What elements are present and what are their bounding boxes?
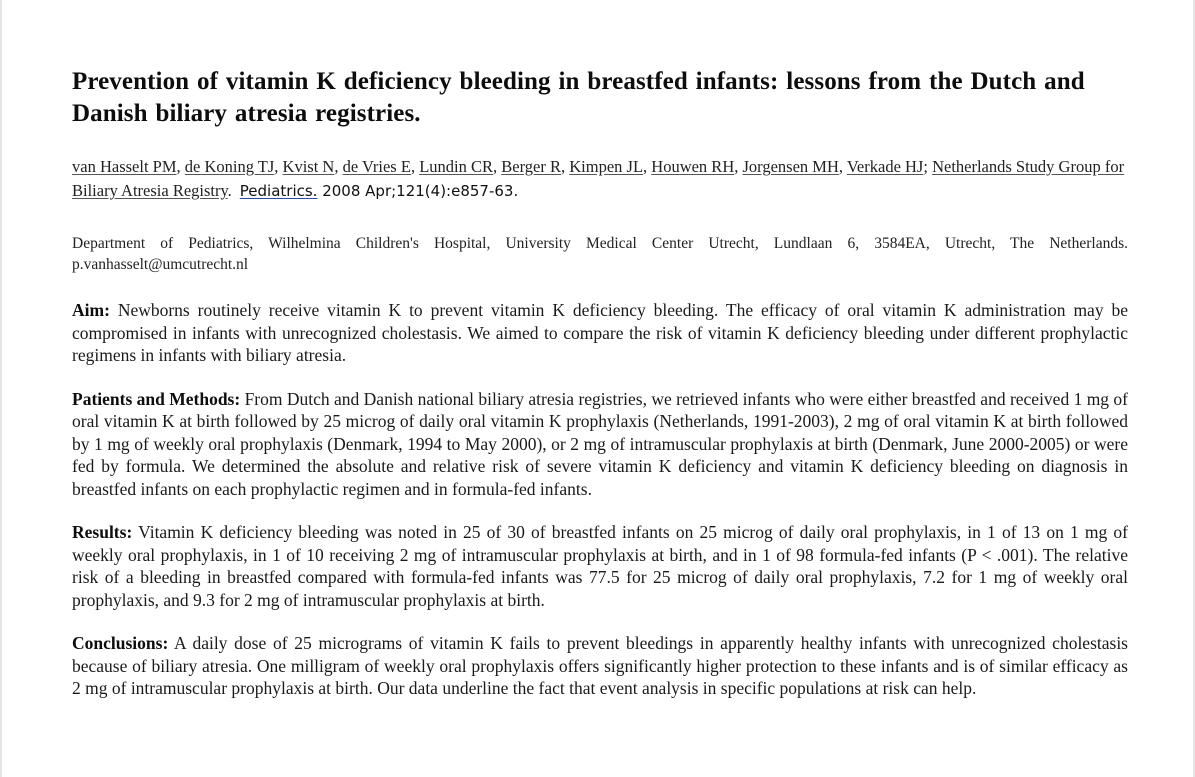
author-separator: , — [560, 157, 570, 176]
author-link[interactable]: Houwen RH — [651, 157, 735, 176]
author-link[interactable]: Kvist N — [282, 157, 335, 176]
affiliation: Department of Pediatrics, Wilhelmina Children's Hospital, University Medical Center Utrecht, Lundlaan 6, 3584EA, Utrecht, The Netherlands. p.vanhasselt@umcutrecht.nl — [72, 235, 1128, 273]
section-results — [72, 521, 1128, 611]
author-separator: ; — [923, 157, 933, 176]
author-separator: , — [176, 157, 185, 176]
author-separator: , — [334, 157, 343, 176]
section-conclusions — [72, 632, 1128, 700]
journal-link[interactable]: Pediatrics. — [239, 182, 318, 200]
section-text: Newborns routinely receive vitamin K to prevent vitamin K deficiency bleeding. The efficacy of oral vitamin K administration may be compromised in infants with unrecognized cholestasis. We aimed to compare the risk of vitamin K deficiency bleeding under different prophylactic regimens in infants with biliary atresia. — [72, 300, 1128, 365]
abstract-content — [72, 66, 1128, 700]
citation-details: 2008 Apr;121(4):e857-63. — [317, 182, 519, 200]
journal-citation — [240, 182, 518, 200]
section-label: Aim: — [72, 300, 110, 320]
section-label: Patients and Methods: — [72, 388, 241, 409]
author-separator: , — [493, 157, 502, 176]
section-text: From Dutch and Danish national biliary atresia registries, we retrieved infants who were either breastfed and received 1 mg of oral vitamin K at birth followed by 25 microg of daily oral vitamin K prophylaxis (Netherlands, 1991-2003), 2 mg of oral vitamin K at birth followed by 1 mg of weekly oral prophylaxis (Denmark, 1994 to May 2000), or 2 mg of intramuscular prophylaxis at birth (Denmark, June 2000-2005) or were fed by formula. We determined the absolute and relative risk of severe vitamin K deficiency and vitamin K deficiency bleeding on diagnosis in breastfed infants on each prophylactic regimen and in formula-fed infants. — [72, 388, 1129, 499]
author-link[interactable]: Berger R — [501, 157, 561, 176]
article-title: Prevention of vitamin K deficiency bleeding in breastfed infants: lessons from the Dutch and Danish biliary atresia registries. — [72, 68, 1085, 127]
author-link[interactable]: van Hasselt PM — [72, 157, 177, 176]
author-separator: , — [734, 157, 743, 176]
section-aim — [72, 299, 1128, 367]
author-link[interactable]: Verkade HJ — [846, 157, 924, 176]
author-separator: , — [643, 157, 652, 176]
author-separator: , — [410, 157, 420, 176]
section-methods — [72, 388, 1128, 501]
author-separator: , — [838, 157, 847, 176]
author-separator: . — [227, 181, 232, 200]
author-link[interactable]: Lundin CR — [419, 157, 493, 176]
author-link[interactable]: Jorgensen MH — [742, 157, 839, 176]
author-link[interactable]: Kimpen JL — [569, 157, 644, 176]
author-list — [72, 155, 1128, 203]
author-link[interactable]: de Koning TJ — [184, 157, 275, 176]
section-text: Vitamin K deficiency bleeding was noted in 25 of 30 of breastfed infants on 25 microg of daily oral prophylaxis, in 1 of 13 on 1 mg of weekly oral prophylaxis, in 1 of 10 receiving 2 mg of intramuscular prophylaxis at birth, and in 1 of 98 formula-fed infants (P < .001). The relative risk of a bleeding in breastfed compared with formula-fed infants was 77.5 for 25 microg of daily oral prophylaxis, 7.2 for 1 mg of weekly oral prophylaxis, and 9.3 for 2 mg of intramuscular prophylaxis at birth. — [72, 522, 1128, 610]
section-text: A daily dose of 25 micrograms of vitamin K fails to prevent bleedings in apparently healthy infants with unrecognized cholestasis because of biliary atresia. One milligram of weekly oral prophylaxis offers significantly higher protection to these infants and is of similar efficacy as 2 mg of intramuscular prophylaxis at birth. Our data underline the fact that event analysis in specific populations at risk can help. — [72, 633, 1128, 698]
study-group-link[interactable]: Netherlands Study Group for Biliary Atresia Registry — [72, 157, 1125, 200]
section-label: Results: — [72, 522, 133, 542]
section-label: Conclusions: — [72, 633, 169, 653]
author-separator: , — [274, 157, 283, 176]
author-link[interactable]: de Vries E — [342, 157, 411, 176]
